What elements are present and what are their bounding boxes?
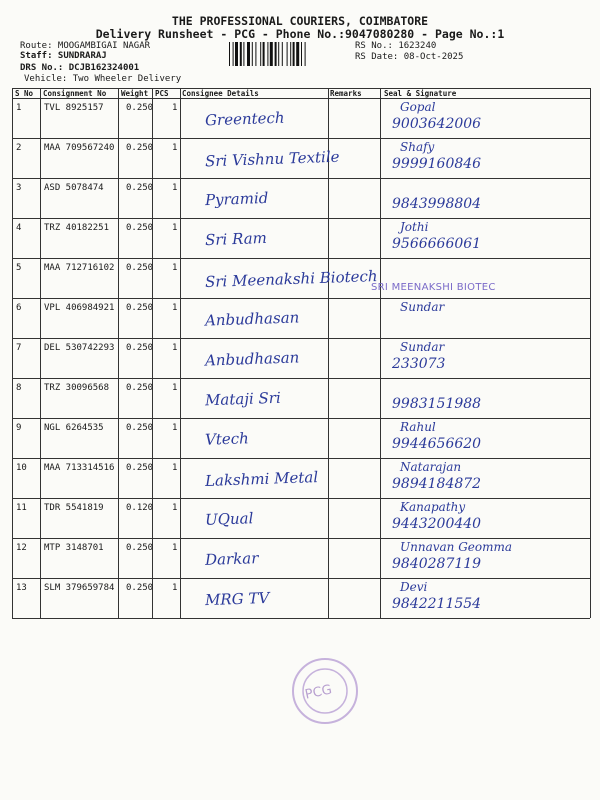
row-sno: 3 — [16, 183, 22, 193]
table-rule — [12, 418, 590, 419]
barcode-bar — [247, 42, 250, 66]
row-sno: 5 — [16, 263, 22, 273]
barcode-bar — [270, 42, 273, 66]
row-pcs: 1 — [172, 583, 178, 593]
company-title: THE PROFESSIONAL COURIERS, COIMBATORE — [171, 14, 429, 28]
row-pcs: 1 — [172, 463, 178, 473]
table-rule — [12, 338, 590, 339]
row-pcs: 1 — [172, 423, 178, 433]
row-sno: 2 — [16, 143, 22, 153]
table-rule — [12, 378, 590, 379]
row-signature-name: Devi — [400, 580, 428, 594]
rs-date: RS Date: 08-Oct-2025 — [355, 52, 464, 62]
drs-number: DRS No.: DCJB162324001 — [20, 63, 140, 73]
table-rule — [12, 618, 590, 619]
runsheet-subtitle: Delivery Runsheet - PCG - Phone No.:9047080280 - Page No.:1 — [95, 27, 505, 41]
row-sno: 10 — [16, 463, 27, 473]
row-consignment-no: ASD 5078474 — [44, 183, 104, 193]
row-sno: 11 — [16, 503, 27, 513]
row-signature-phone: 9944656620 — [392, 436, 482, 452]
row-pcs: 1 — [172, 343, 178, 353]
row-signature-phone: 9999160846 — [392, 156, 482, 172]
row-signature-phone: 9894184872 — [392, 476, 482, 492]
barcode-bar — [229, 42, 230, 66]
barcode-bar — [263, 42, 265, 66]
barcode-bar — [278, 42, 279, 66]
table-column-rule — [590, 88, 591, 618]
table-rule — [12, 138, 590, 139]
row-weight: 0.250 — [126, 143, 154, 153]
row-pcs: 1 — [172, 103, 178, 113]
barcode-bar — [282, 42, 283, 66]
table-rule — [12, 88, 590, 89]
row-signature-name: Sundar — [400, 300, 445, 314]
row-signature-name: Sundar — [400, 340, 445, 354]
row-consignee: Lakshmi Metal — [204, 468, 319, 490]
row-consignment-no: MAA 712716102 — [44, 263, 115, 273]
row-consignee: Vtech — [204, 429, 250, 449]
row-consignee: Sri Meenakshi Biotech — [204, 266, 378, 292]
row-consignee: Pyramid — [204, 188, 269, 210]
row-consignment-no: SLM 379659784 — [44, 583, 115, 593]
table-column-rule — [118, 88, 119, 618]
barcode-bar — [305, 42, 306, 66]
row-pcs: 1 — [172, 503, 178, 513]
barcode-bar — [255, 42, 256, 66]
table-column-rule — [40, 88, 41, 618]
row-consignment-no: TRZ 40182251 — [44, 223, 110, 233]
row-signature-phone: 9003642006 — [392, 116, 482, 132]
col-signature: Seal & Signature — [384, 89, 457, 98]
table-rule — [12, 218, 590, 219]
row-weight: 0.250 — [126, 223, 154, 233]
table-rule — [12, 458, 590, 459]
route-label: Route: MOOGAMBIGAI NAGAR — [20, 41, 151, 51]
row-sno: 7 — [16, 343, 22, 353]
row-signature-name: Jothi — [400, 220, 429, 234]
row-signature-phone: 9842211554 — [392, 596, 482, 612]
row-signature-phone: 9843998804 — [392, 196, 482, 212]
rs-number: RS No.: 1623240 — [355, 41, 437, 51]
row-weight: 0.250 — [126, 103, 154, 113]
row-weight: 0.250 — [126, 343, 154, 353]
barcode-bar — [243, 42, 244, 66]
col-sno: S No — [15, 89, 34, 98]
row-consignee: Sri Ram — [204, 228, 268, 250]
barcode-bar — [240, 42, 242, 66]
table-column-rule — [380, 88, 381, 618]
col-consignee: Consignee Details — [182, 89, 259, 98]
barcode-bar — [252, 42, 253, 66]
barcode-bar — [293, 42, 295, 66]
row-weight: 0.250 — [126, 383, 154, 393]
table-rule — [12, 98, 590, 99]
row-pcs: 1 — [172, 223, 178, 233]
row-weight: 0.250 — [126, 303, 154, 313]
row-consignment-no: TVL 8925157 — [44, 103, 104, 113]
row-consignee: Sri Vishnu Textile — [204, 147, 340, 171]
table-column-rule — [12, 88, 13, 618]
row-signature-phone: 233073 — [392, 356, 446, 372]
row-weight: 0.120 — [126, 503, 154, 513]
table-rule — [12, 258, 590, 259]
barcode-bar — [290, 42, 291, 66]
row-signature-name: Rahul — [400, 420, 436, 434]
row-consignee: Anbudhasan — [204, 348, 300, 370]
table-column-rule — [152, 88, 153, 618]
row-pcs: 1 — [172, 143, 178, 153]
row-consignment-no: VPL 406984921 — [44, 303, 115, 313]
company-seal: SRI MEENAKSHI BIOTEC — [371, 282, 496, 293]
table-column-rule — [180, 88, 181, 618]
barcode-bar — [301, 42, 302, 66]
row-pcs: 1 — [172, 383, 178, 393]
row-signature-phone: 9840287119 — [392, 556, 482, 572]
col-pcs: PCS — [155, 89, 169, 98]
row-weight: 0.250 — [126, 543, 154, 553]
table-rule — [12, 538, 590, 539]
row-consignment-no: MAA 713314516 — [44, 463, 115, 473]
row-pcs: 1 — [172, 303, 178, 313]
row-signature-phone: 9566666061 — [392, 236, 482, 252]
row-sno: 12 — [16, 543, 27, 553]
row-signature-phone: 9983151988 — [392, 396, 482, 412]
row-consignee: Greentech — [204, 108, 285, 130]
row-consignee: MRG TV — [204, 588, 270, 610]
row-signature-name: Gopal — [400, 100, 436, 114]
row-signature-name: Shafy — [400, 140, 435, 154]
barcode-bar — [267, 42, 268, 66]
row-pcs: 1 — [172, 263, 178, 273]
row-weight: 0.250 — [126, 183, 154, 193]
row-consignment-no: TDR 5541819 — [44, 503, 104, 513]
row-signature-name: Natarajan — [400, 460, 462, 474]
barcode-bar — [287, 42, 288, 66]
row-weight: 0.250 — [126, 423, 154, 433]
row-signature-name: Unnavan Geomma — [400, 540, 513, 554]
barcode-bar — [235, 42, 238, 66]
col-consignment: Consignment No — [43, 89, 107, 98]
barcode-bar — [233, 42, 234, 66]
barcode-bar — [296, 42, 299, 66]
table-rule — [12, 178, 590, 179]
row-consignee: UQual — [204, 509, 254, 529]
row-sno: 4 — [16, 223, 22, 233]
row-sno: 1 — [16, 103, 22, 113]
row-sno: 13 — [16, 583, 27, 593]
table-rule — [12, 498, 590, 499]
row-pcs: 1 — [172, 543, 178, 553]
row-consignee: Darkar — [204, 549, 259, 569]
row-weight: 0.250 — [126, 463, 154, 473]
table-column-rule — [328, 88, 329, 618]
stamp-label: PCG — [303, 682, 334, 703]
row-consignment-no: DEL 530742293 — [44, 343, 115, 353]
row-signature-name: Kanapathy — [400, 500, 466, 514]
col-weight: Weight — [121, 89, 149, 98]
row-sno: 6 — [16, 303, 22, 313]
table-rule — [12, 298, 590, 299]
row-consignment-no: MAA 709567240 — [44, 143, 115, 153]
row-weight: 0.250 — [126, 263, 154, 273]
table-rule — [12, 578, 590, 579]
row-signature-phone: 9443200440 — [392, 516, 482, 532]
row-sno: 8 — [16, 383, 22, 393]
row-consignee: Mataji Sri — [204, 388, 282, 410]
row-consignment-no: MTP 3148701 — [44, 543, 104, 553]
row-weight: 0.250 — [126, 583, 154, 593]
vehicle-label: Vehicle: Two Wheeler Delivery — [24, 74, 182, 84]
barcode-icon — [229, 42, 351, 66]
col-remarks: Remarks — [330, 89, 362, 98]
barcode-bar — [275, 42, 277, 66]
barcode-bar — [260, 42, 261, 66]
row-consignment-no: TRZ 30096568 — [44, 383, 110, 393]
row-pcs: 1 — [172, 183, 178, 193]
row-consignment-no: NGL 6264535 — [44, 423, 104, 433]
staff-label: Staff: SUNDRARAJ — [20, 51, 107, 61]
row-sno: 9 — [16, 423, 22, 433]
row-consignee: Anbudhasan — [204, 308, 300, 330]
